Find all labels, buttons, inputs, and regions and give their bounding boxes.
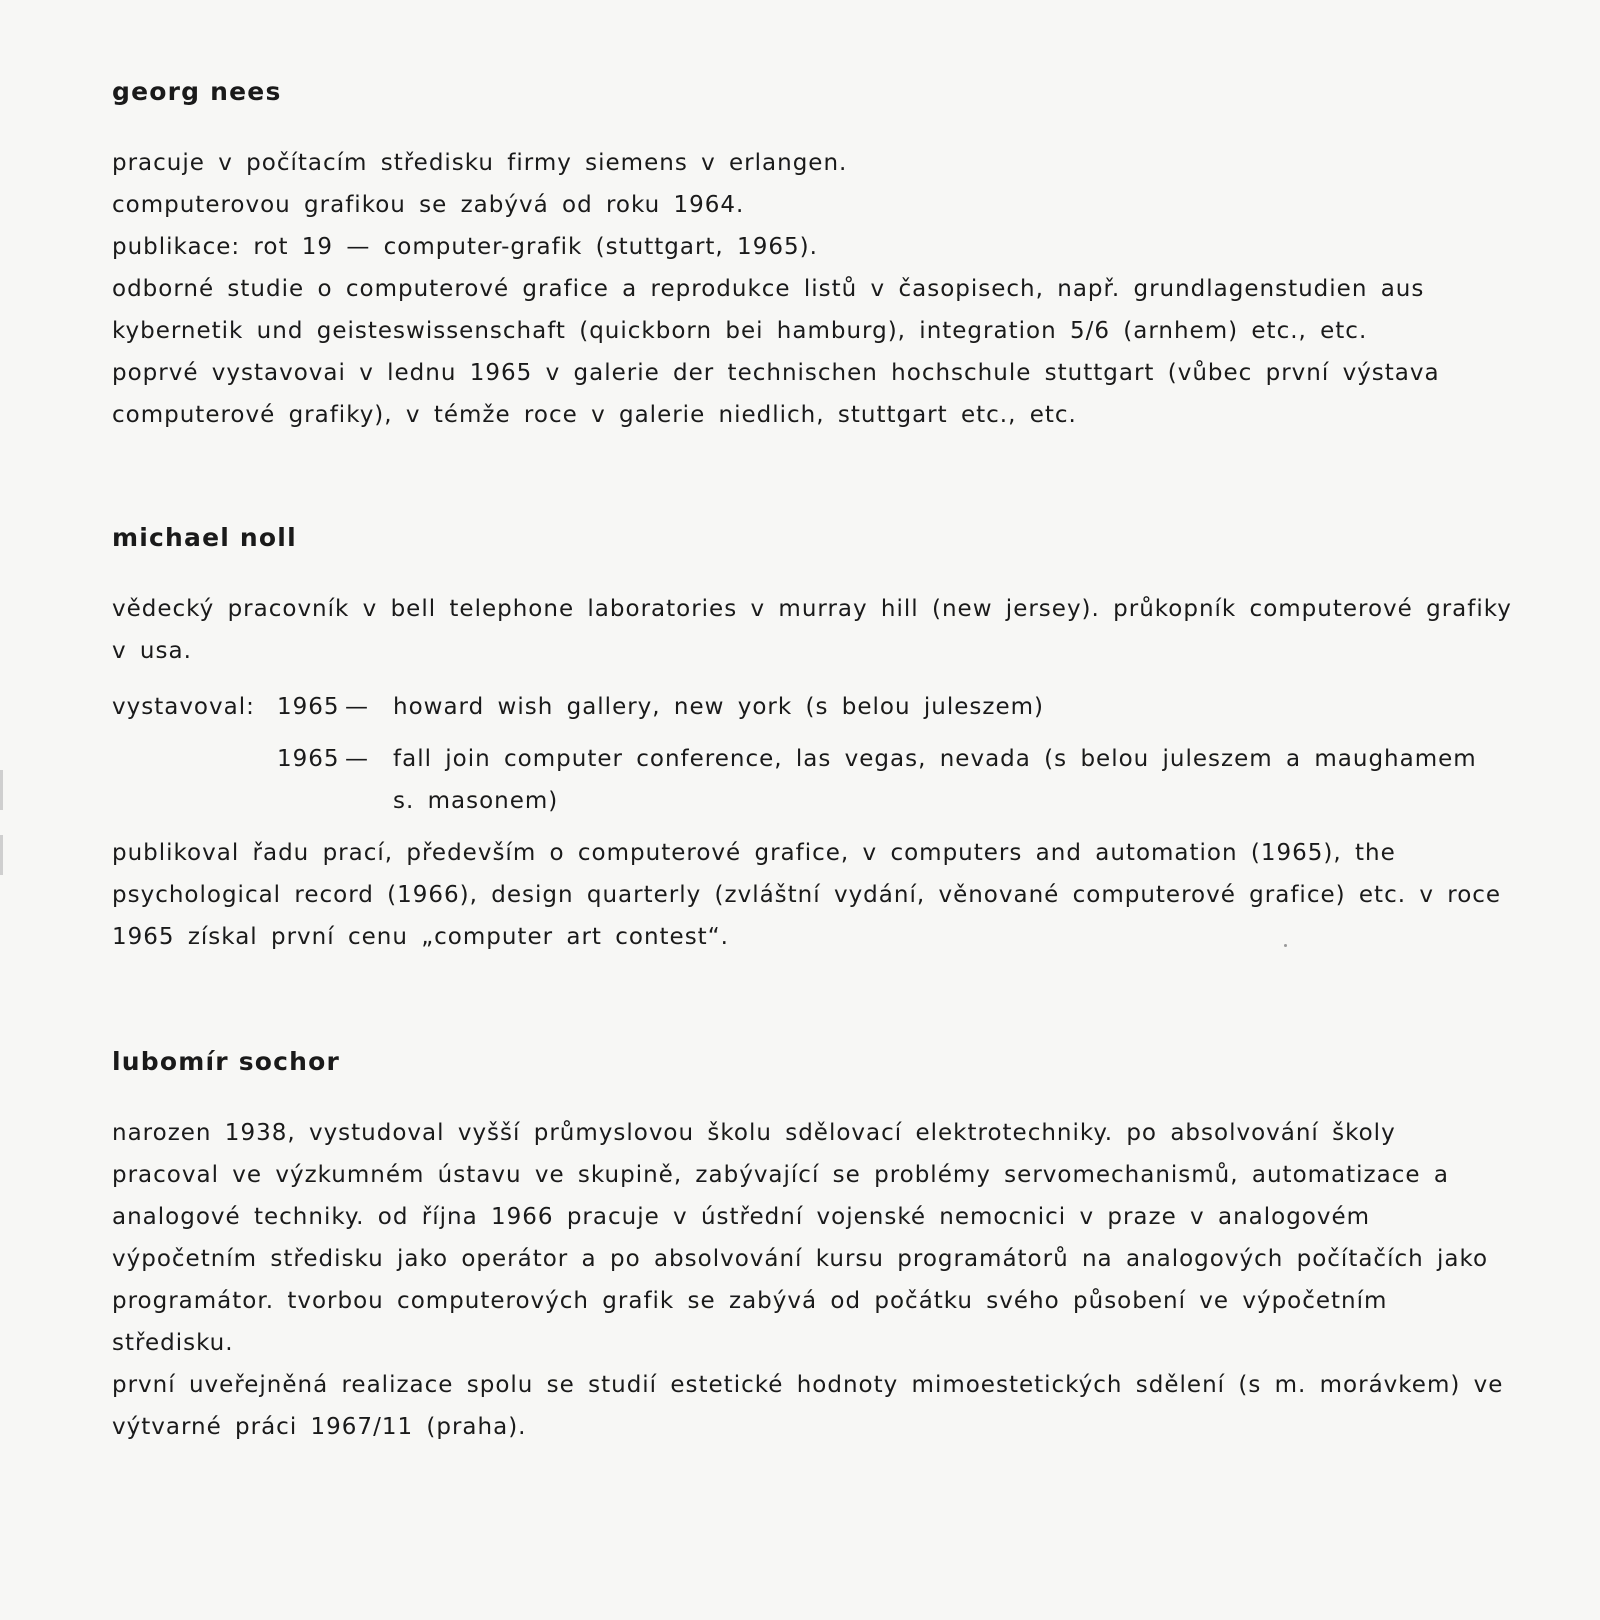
exhibition-row: [112, 738, 1512, 822]
bio-name: michael noll: [112, 523, 297, 552]
exhibition-dash: —: [345, 694, 369, 720]
exhibition-text: fall join computer conference, las vegas, nevada (s belou juleszem a maughamem s. masonem): [393, 746, 1477, 814]
bio-michael-noll: [112, 518, 1512, 958]
page-edge-mark: [0, 835, 3, 875]
exhibition-list: [112, 686, 1512, 822]
bio-paragraph: publikace: rot 19 — computer-grafik (stuttgart, 1965).: [112, 234, 818, 260]
bio-name: lubomír sochor: [112, 1047, 341, 1076]
page-edge-mark: [0, 770, 3, 810]
bio-paragraph: poprvé vystavovai v lednu 1965 v galerie der technischen hochschule stuttgart (vůbec první výstava computerové grafiky), v témže roce v galerie niedlich, stuttgart etc., etc.: [112, 360, 1440, 428]
exhibition-year: 1965: [277, 694, 340, 720]
exhibitions-label: vystavoval:: [112, 694, 255, 720]
exhibition-row: [112, 686, 1512, 728]
bio-paragraph: první uveřejněná realizace spolu se studií estetické hodnoty mimoestetických sdělení (s m. morávkem) ve výtvarné práci 1967/11 (praha).: [112, 1372, 1504, 1440]
bio-georg-nees: [112, 72, 1512, 436]
bio-paragraph: publikoval řadu prací, především o computerové grafice, v computers and automation (1965), the psychological record (1966), design quarterly (zvláštní vydání, věnované computerové grafice) etc. v roce 1965 získal první cenu „computer art contest“.: [112, 840, 1502, 950]
bio-intro: vědecký pracovník v bell telephone laboratories v murray hill (new jersey). průkopník computerové grafiky v usa.: [112, 596, 1512, 664]
exhibitions-label-spacer: [112, 738, 277, 822]
exhibition-year: 1965: [277, 746, 340, 772]
bio-paragraphs: [112, 588, 1512, 958]
bio-lubomir-sochor: [112, 1042, 1512, 1448]
bio-paragraph: computerovou grafikou se zabývá od roku 1964.: [112, 192, 745, 218]
bio-paragraph: odborné studie o computerové grafice a reprodukce listů v časopisech, např. grundlagenstudien aus kybernetik und geisteswissenschaft (quickborn bei hamburg), integration 5/6 (arnhem) etc., etc.: [112, 276, 1425, 344]
bio-paragraph: narozen 1938, vystudoval vyšší průmyslovou školu sdělovací elektrotechniky. po absolvování školy pracoval ve výzkumném ústavu ve skupině, zabývající se problémy servomechanismů, automatizace a analogové techniky. od října 1966 pracuje v ústřední vojenské nemocnici v praze v analogovém výpočetním středisku jako operátor a po absolvování kursu programátorů na analogových počítačích jako programátor. tvorbou computerových grafik se zabývá od počátku svého působení ve výpočetním středisku.: [112, 1120, 1489, 1356]
bio-name: georg nees: [112, 77, 282, 106]
bio-paragraphs: [112, 1112, 1512, 1448]
exhibition-dash: —: [345, 746, 369, 772]
bio-paragraphs: [112, 142, 1512, 436]
exhibition-text: howard wish gallery, new york (s belou juleszem): [393, 694, 1044, 720]
bio-paragraph: pracuje v počítacím středisku firmy siemens v erlangen.: [112, 150, 848, 176]
